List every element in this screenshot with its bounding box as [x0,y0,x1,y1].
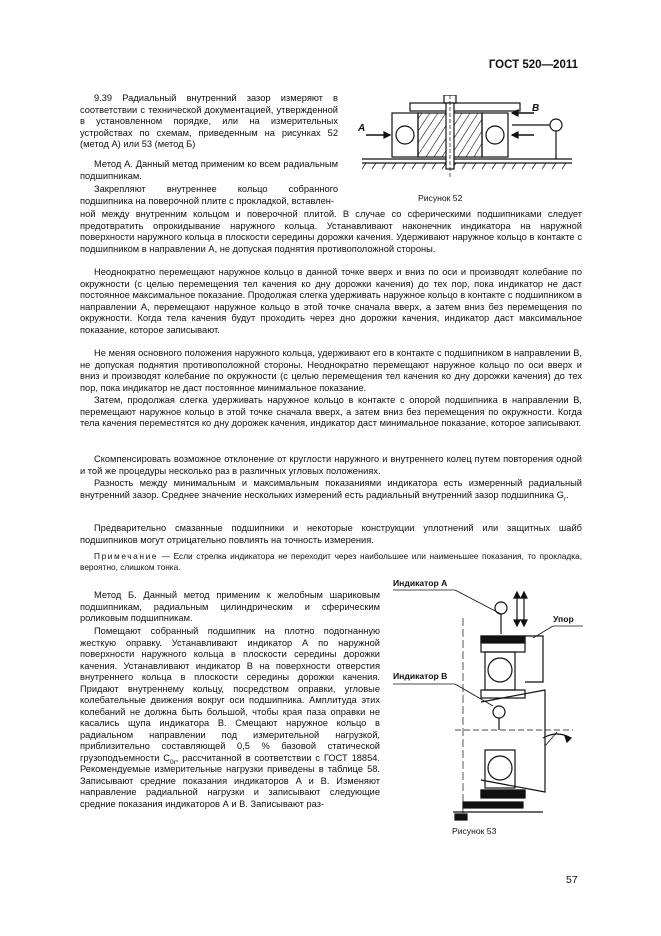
paragraph-fix-inner-ring: Закрепляют внутреннее кольцо собранного подшипника на поверочной плите с прокладкой, вставлен- [80,184,338,206]
paragraph-compensate: Скомпенсировать возможное отклонение от круглости наружного и внутреннего колец путем повторения одной и той же процедуры несколько раз в различных угловых положениях. [80,454,582,476]
clearance-end: . [566,489,569,500]
fig53-label-stop: Упор [553,614,574,624]
paragraph-lubricated: Предварительно смазанные подшипники и некоторые конструкции уплотнений или защитных шайб подшипников могут отрицательно повлиять на точность измерения. [80,523,582,545]
fig52-label-b: В [532,103,540,114]
note-label: Примечание [94,551,159,561]
paragraph-direction-b: Не меняя основного положения наружного кольца, удерживают его в контакте с подшипником в направлении В, не допуская поднятия противоположной стороны. Неоднократно перемещают наружное кольцо по оси вверх и вниз и производят колебание по окружности (с целью перемещения тел качения ко дну дорожки качения) до тех пор, пока индикатор не даст постоянное минимальное показание. [80,348,582,393]
fig53-label-indicator-b: Индикатор В [393,671,448,681]
paragraph-fix-inner-ring-cont: ной между внутренним кольцом и поверочной плитой. В случае со сферическими подшипниками следует предотвратить опрокидывание наружного кольца. Устанавливают наконечник индикатора на наружной поверхности наружного кольца в плоскости середины дорожки качения. Удерживают наружное кольцо в контакте с подшипником в направлении А, не допуская поднятия противоположной стороны. [80,209,582,254]
paragraph-move-outer-ring: Неоднократно перемещают наружное кольцо в данной точке вверх и вниз по оси и производят колебание по окружности (с целью перемещения тел качения ко дну дорожки качения) до тех пор, пока индикатор не даст постоянное максимальное показание. Продолжая слегка удерживать наружное кольцо в контакте с подшипником в направлении А, перемещают наружное кольцо в этой точке сначала вверх, а затем вниз без перемещения по окружности. Когда тела качения будут проходить через дно дорожки качения, индикатор даст максимальное показание, которое записывают. [80,267,582,335]
page-number: 57 [566,874,578,886]
paragraph-minimum-reading: Затем, продолжая слегка удерживать наружное кольцо в контакте с опорой подшипника в направлении В, перемещают наружное кольцо в этой точке сначала вверх, а затем вниз без перемещения по окружности. Когда тела качения переместятся ко дну дорожек качения, индикатор даст минимальное показание, которое записывают. [80,395,582,428]
clearance-subscript: r [563,495,566,503]
paragraph-clearance-result [80,478,582,501]
paragraph-method-b-procedure [80,626,380,810]
fig52-caption: Рисунок 52 [418,193,463,203]
paragraph-9-39: 9.39 Радиальный внутренний зазор измеряют в соответствии с технической документацией, утвержденной в установленном порядке, или на измерительных устройствах по схемам, приведенным на рисунках 52 (метод А) или 53 (метод Б) [80,93,338,149]
figure-53 [393,578,585,823]
fig52-label-a: А [358,123,366,134]
paragraph-method-b: Метод Б. Данный метод применим к желобным шариковым подшипникам, радиальным цилиндрическим и сферическим роликовым подшипникам. [80,590,380,623]
method-b-subscript: 0r [170,758,176,766]
fig53-label-indicator-a: Индикатор А [393,578,448,588]
method-b-text: Помещают собранный подшипник на плотно подогнанную жесткую оправку. Устанавливают индикатор А по наружной поверхности наружного кольца в плоскости середины дорожки качения. Устанавливают индикатор В на поверхности отверстия внутреннего кольца в плоскости середины дорожки качения. Придают внутреннему кольцу, посредством оправки, угловые колебательные движения вокруг оси подшипника. Амплитуда этих колебаний не должна быть большой, чтобы края паза оправки не касались щупа индикатора В. Смещают наружное кольцо в радиальном направлении под измерительной нагрузкой, приблизительно составляющей 0,5 % базовой статической грузоподъемности C [80,626,380,763]
method-b-text-end: , рассчитанной в соответствии с ГОСТ 18854. Рекомендуемые измерительные нагрузки приведены в таблице 58. Записывают средние показания индикаторов А и В. Изменяют направление радиальной нагрузки и записывают следующие средние показания индикаторов А и В. Записывают раз- [80,752,381,809]
fig53-caption: Рисунок 53 [452,826,497,836]
page-header: ГОСТ 520—2011 [488,59,578,71]
paragraph-method-a: Метод А. Данный метод применим ко всем радиальным подшипникам. [80,159,338,181]
figure-52 [352,95,582,191]
note [80,551,582,572]
note-text: — Если стрелка индикатора не переходит через наибольшее или наименьшее показания, то прокладка, вероятно, слишком тонка. [80,551,582,572]
clearance-text: Разность между минимальным и максимальным показаниями индикатора есть измеренный радиальный внутренний зазор. Среднее значение нескольких измерений есть радиальный внутренний зазор подшипника G [80,478,582,500]
